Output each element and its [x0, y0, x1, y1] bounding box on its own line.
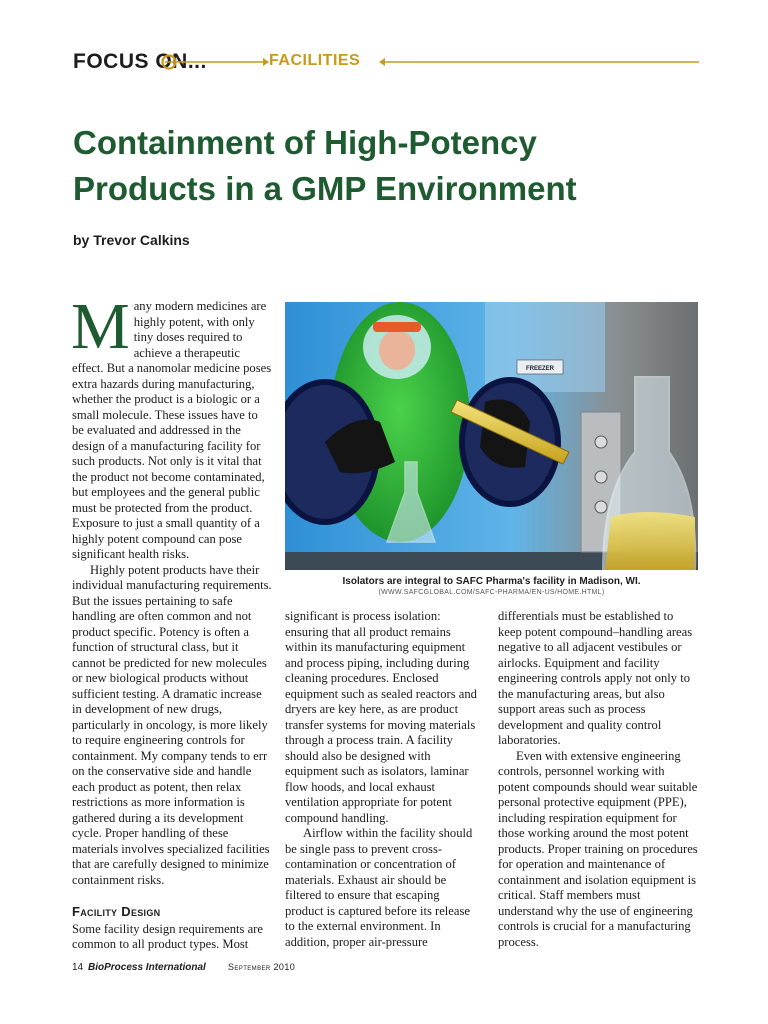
paragraph: Some facility design requirements are common to all product types. Most: [72, 921, 263, 951]
page-footer: [72, 962, 372, 976]
photo-caption: Isolators are integral to SAFC Pharma's facility in Madison, WI.: [342, 576, 641, 587]
article-title: [73, 120, 693, 212]
paragraph: Highly potent products have their individual manufacturing requirements. But the issues pertaining to safe handling are often common and not product specific. Potency is often a function of structural class, but it cannot be predicted for new molecules or new biological products without sufficient testing. A dramatic increase in development of new drugs, particularly in oncology, is more likely to require engineering controls for containment. My company tends to err on the conservative side and handle each product as potent, then relax restrictions as more information is gathered during a its development cycle. Proper handling of these materials involves specialized facilities that are carefully designed to minimize containment risks.: [72, 562, 272, 887]
photo-credit: (WWW.SAFCGLOBAL.COM/SAFC-PHARMA/EN-US/HOME.HTML): [378, 589, 605, 596]
article-column-3: [498, 609, 698, 950]
byline: by Trevor Calkins: [73, 232, 190, 248]
banner-arrows: [73, 48, 703, 76]
section-label: FACILITIES: [269, 52, 361, 69]
arrow-left-icon: [379, 58, 385, 66]
paragraph: [71, 290, 272, 563]
freezer-sign-text: FREEZER: [525, 366, 555, 372]
paragraph: Even with extensive engineering controls, personnel working with potent compounds should wear suitable personal protective equipment (PPE), including respiration equipment for those working around the most potent products. Proper training on procedures for operation and maintenance of containment and isolation equipment is critical. Staff members must understand why the use of engineering controls is crucial for a manufacturing process.: [498, 748, 698, 949]
section-banner: [73, 48, 703, 76]
title-line-2: Products in a GMP Environment: [73, 170, 577, 207]
magazine-name: BioProcess International: [88, 962, 206, 973]
isolator-photo: [285, 302, 698, 570]
paragraph: significant is process isolation: ensuring that all product remains within its manufacturing equipment and process piping, including during cleaning procedures. Enclosed equipment such as sealed reactors and dryers are key here, as are product transfer systems for moving materials through a process train. A facility should also be designed with equipment such as isolators, laminar flow hoods, and local exhaust ventilation appropriate for potent compound handling.: [285, 609, 477, 825]
issue-date: September 2010: [228, 962, 296, 972]
page-number: 14: [72, 962, 84, 973]
paragraph: differentials must be established to keep potent compound–handling areas negative to all adjacent vestibules or airlocks. Equipment and facility engineering controls apply not only to the manufacturing areas, but also support areas such as process development and quality control laboratories.: [498, 609, 693, 747]
subheading-text: Facility Design: [72, 904, 161, 919]
article-column-2: [285, 609, 481, 950]
drop-cap: M: [71, 290, 130, 363]
paragraph-text: any modern medicines are highly potent, with only tiny doses required to achieve a therapeutic effect. But a nanomolar medicine poses extra hazards during manufacturing, whether the product is a biologic or a small molecule. These issues have to be evaluated and addressed in the design of a manufacturing facility for such products. Not only is it vital that the product not become contaminated, but employees and the general public must be protected from the product. Exposure to just a small quantity of a highly potent compound can pose significant health risks.: [72, 299, 272, 561]
title-line-1: Containment of High-Potency: [73, 124, 537, 161]
focus-on-label: FOCUS ON...: [73, 50, 207, 73]
article-column-1: [71, 290, 272, 953]
paragraph: Airflow within the facility should be single pass to prevent cross-contamination or concentration of materials. Exhaust air should be filtered to ensure that escaping product is captured before its release to the external environment. In addition, proper air-pressure: [285, 826, 473, 949]
subheading: [72, 904, 272, 922]
